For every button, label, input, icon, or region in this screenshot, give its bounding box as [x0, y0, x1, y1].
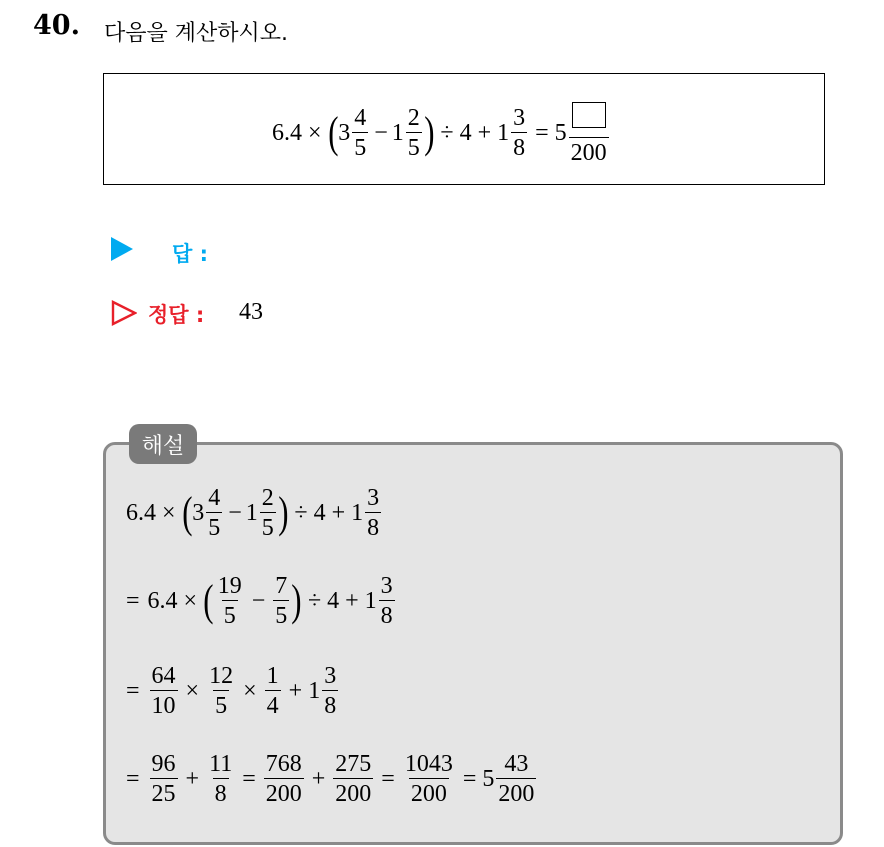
denominator: 8 [379, 600, 395, 628]
equals-sign: = [242, 765, 256, 792]
blank-numerator[interactable] [570, 102, 608, 137]
mixed-whole: 1 [351, 499, 364, 526]
numerator: 96 [151, 751, 176, 777]
answer-fraction [569, 102, 609, 165]
denominator: 8 [213, 778, 229, 806]
denominator: 5 [222, 600, 238, 628]
plus-sign: + [185, 765, 200, 792]
question-number: 40. [33, 10, 80, 41]
explanation-tag: 해설 [129, 424, 197, 464]
solution-line-3 [126, 660, 340, 722]
plus-sign: + [288, 677, 303, 704]
fraction [216, 574, 244, 628]
numerator: 43 [504, 751, 529, 777]
equals-sign: = [462, 765, 477, 792]
left-paren: ( [181, 488, 193, 537]
numerator: 64 [151, 663, 176, 689]
term: 6.4 [147, 587, 178, 614]
denominator: 200 [264, 778, 304, 806]
numerator: 3 [367, 485, 380, 511]
solution-line-2 [126, 570, 397, 632]
minus-sign: − [374, 119, 388, 146]
plus-sign: + [477, 119, 492, 146]
mixed-whole: 3 [338, 119, 351, 146]
fraction [403, 752, 455, 806]
numerator: 19 [217, 573, 242, 599]
term: 4 [459, 119, 472, 146]
numerator: 1043 [404, 751, 453, 777]
times-sign: × [183, 587, 198, 614]
solution-line-4 [126, 748, 538, 810]
numerator: 4 [354, 105, 367, 131]
correct-answer-label: 정답 : [148, 303, 205, 327]
denominator: 4 [265, 690, 281, 718]
times-sign: × [185, 677, 200, 704]
denominator: 8 [511, 132, 527, 160]
numerator: 3 [324, 663, 337, 689]
fraction [206, 486, 222, 540]
fraction [150, 752, 178, 806]
numerator: 2 [261, 485, 274, 511]
fraction [352, 106, 368, 160]
fraction [322, 664, 338, 718]
mixed-whole: 1 [308, 677, 321, 704]
numerator: 7 [275, 573, 288, 599]
term: 4 [327, 587, 340, 614]
left-paren: ( [327, 108, 339, 157]
equals-sign: = [535, 119, 549, 146]
denominator: 5 [406, 132, 422, 160]
term: 4 [313, 499, 326, 526]
numerator: 275 [335, 751, 372, 777]
fraction [207, 664, 235, 718]
mixed-whole: 1 [391, 119, 404, 146]
mixed-whole: 1 [364, 587, 377, 614]
denominator: 5 [260, 512, 276, 540]
mixed-whole: 1 [497, 119, 510, 146]
denominator: 200 [409, 778, 449, 806]
numerator: 11 [209, 751, 233, 777]
equals-sign: = [126, 765, 140, 792]
plus-sign: + [331, 499, 346, 526]
fraction [333, 752, 373, 806]
right-paren: ) [277, 488, 289, 537]
correct-answer-value: 43 [239, 299, 263, 325]
fraction [496, 752, 536, 806]
problem-expression [272, 102, 611, 164]
plus-sign: + [311, 765, 326, 792]
fraction [260, 486, 276, 540]
answer-label: 답 : [172, 242, 208, 266]
fraction [406, 106, 422, 160]
plus-sign: + [345, 587, 359, 614]
equals-sign: = [126, 677, 140, 704]
times-sign: × [243, 677, 257, 704]
fraction [365, 486, 381, 540]
denominator: 25 [150, 778, 178, 806]
numerator: 12 [209, 663, 234, 689]
equals-sign: = [381, 765, 395, 792]
denominator: 200 [496, 778, 536, 806]
left-paren: ( [203, 576, 214, 625]
term: 6.4 [126, 499, 156, 526]
denominator: 5 [206, 512, 222, 540]
question-instruction: 다음을 계산하시오. [104, 21, 289, 46]
solution-line-1 [126, 482, 383, 544]
times-sign: × [162, 499, 176, 526]
divide-sign: ÷ [440, 119, 454, 146]
denominator: 200 [569, 137, 609, 165]
mixed-whole: 3 [192, 499, 205, 526]
fraction [150, 664, 178, 718]
term: 6.4 [272, 119, 302, 146]
numerator: 1 [266, 663, 279, 689]
denominator: 10 [150, 690, 178, 718]
fraction [265, 664, 281, 718]
fraction [207, 752, 234, 806]
divide-sign: ÷ [294, 499, 308, 526]
numerator: 4 [208, 485, 221, 511]
fraction [264, 752, 304, 806]
fraction [379, 574, 395, 628]
numerator: 2 [407, 105, 420, 131]
right-paren: ) [291, 576, 302, 625]
denominator: 8 [322, 690, 338, 718]
numerator: 3 [513, 105, 526, 131]
mixed-whole: 5 [554, 119, 567, 146]
numerator: 768 [265, 751, 302, 777]
mixed-whole: 1 [245, 499, 258, 526]
minus-sign: − [228, 499, 242, 526]
denominator: 5 [213, 690, 229, 718]
fraction [511, 106, 527, 160]
denominator: 200 [333, 778, 373, 806]
mixed-whole: 5 [482, 765, 495, 792]
times-sign: × [308, 119, 322, 146]
equals-sign: = [126, 587, 140, 614]
numerator: 3 [380, 573, 393, 599]
right-paren: ) [423, 108, 435, 157]
denominator: 5 [273, 600, 289, 628]
play-icon [111, 237, 133, 261]
divide-sign: ÷ [307, 587, 322, 614]
denominator: 5 [352, 132, 368, 160]
minus-sign: − [251, 587, 266, 614]
denominator: 8 [365, 512, 381, 540]
outline-triangle-icon [111, 300, 137, 326]
fraction [273, 574, 289, 628]
